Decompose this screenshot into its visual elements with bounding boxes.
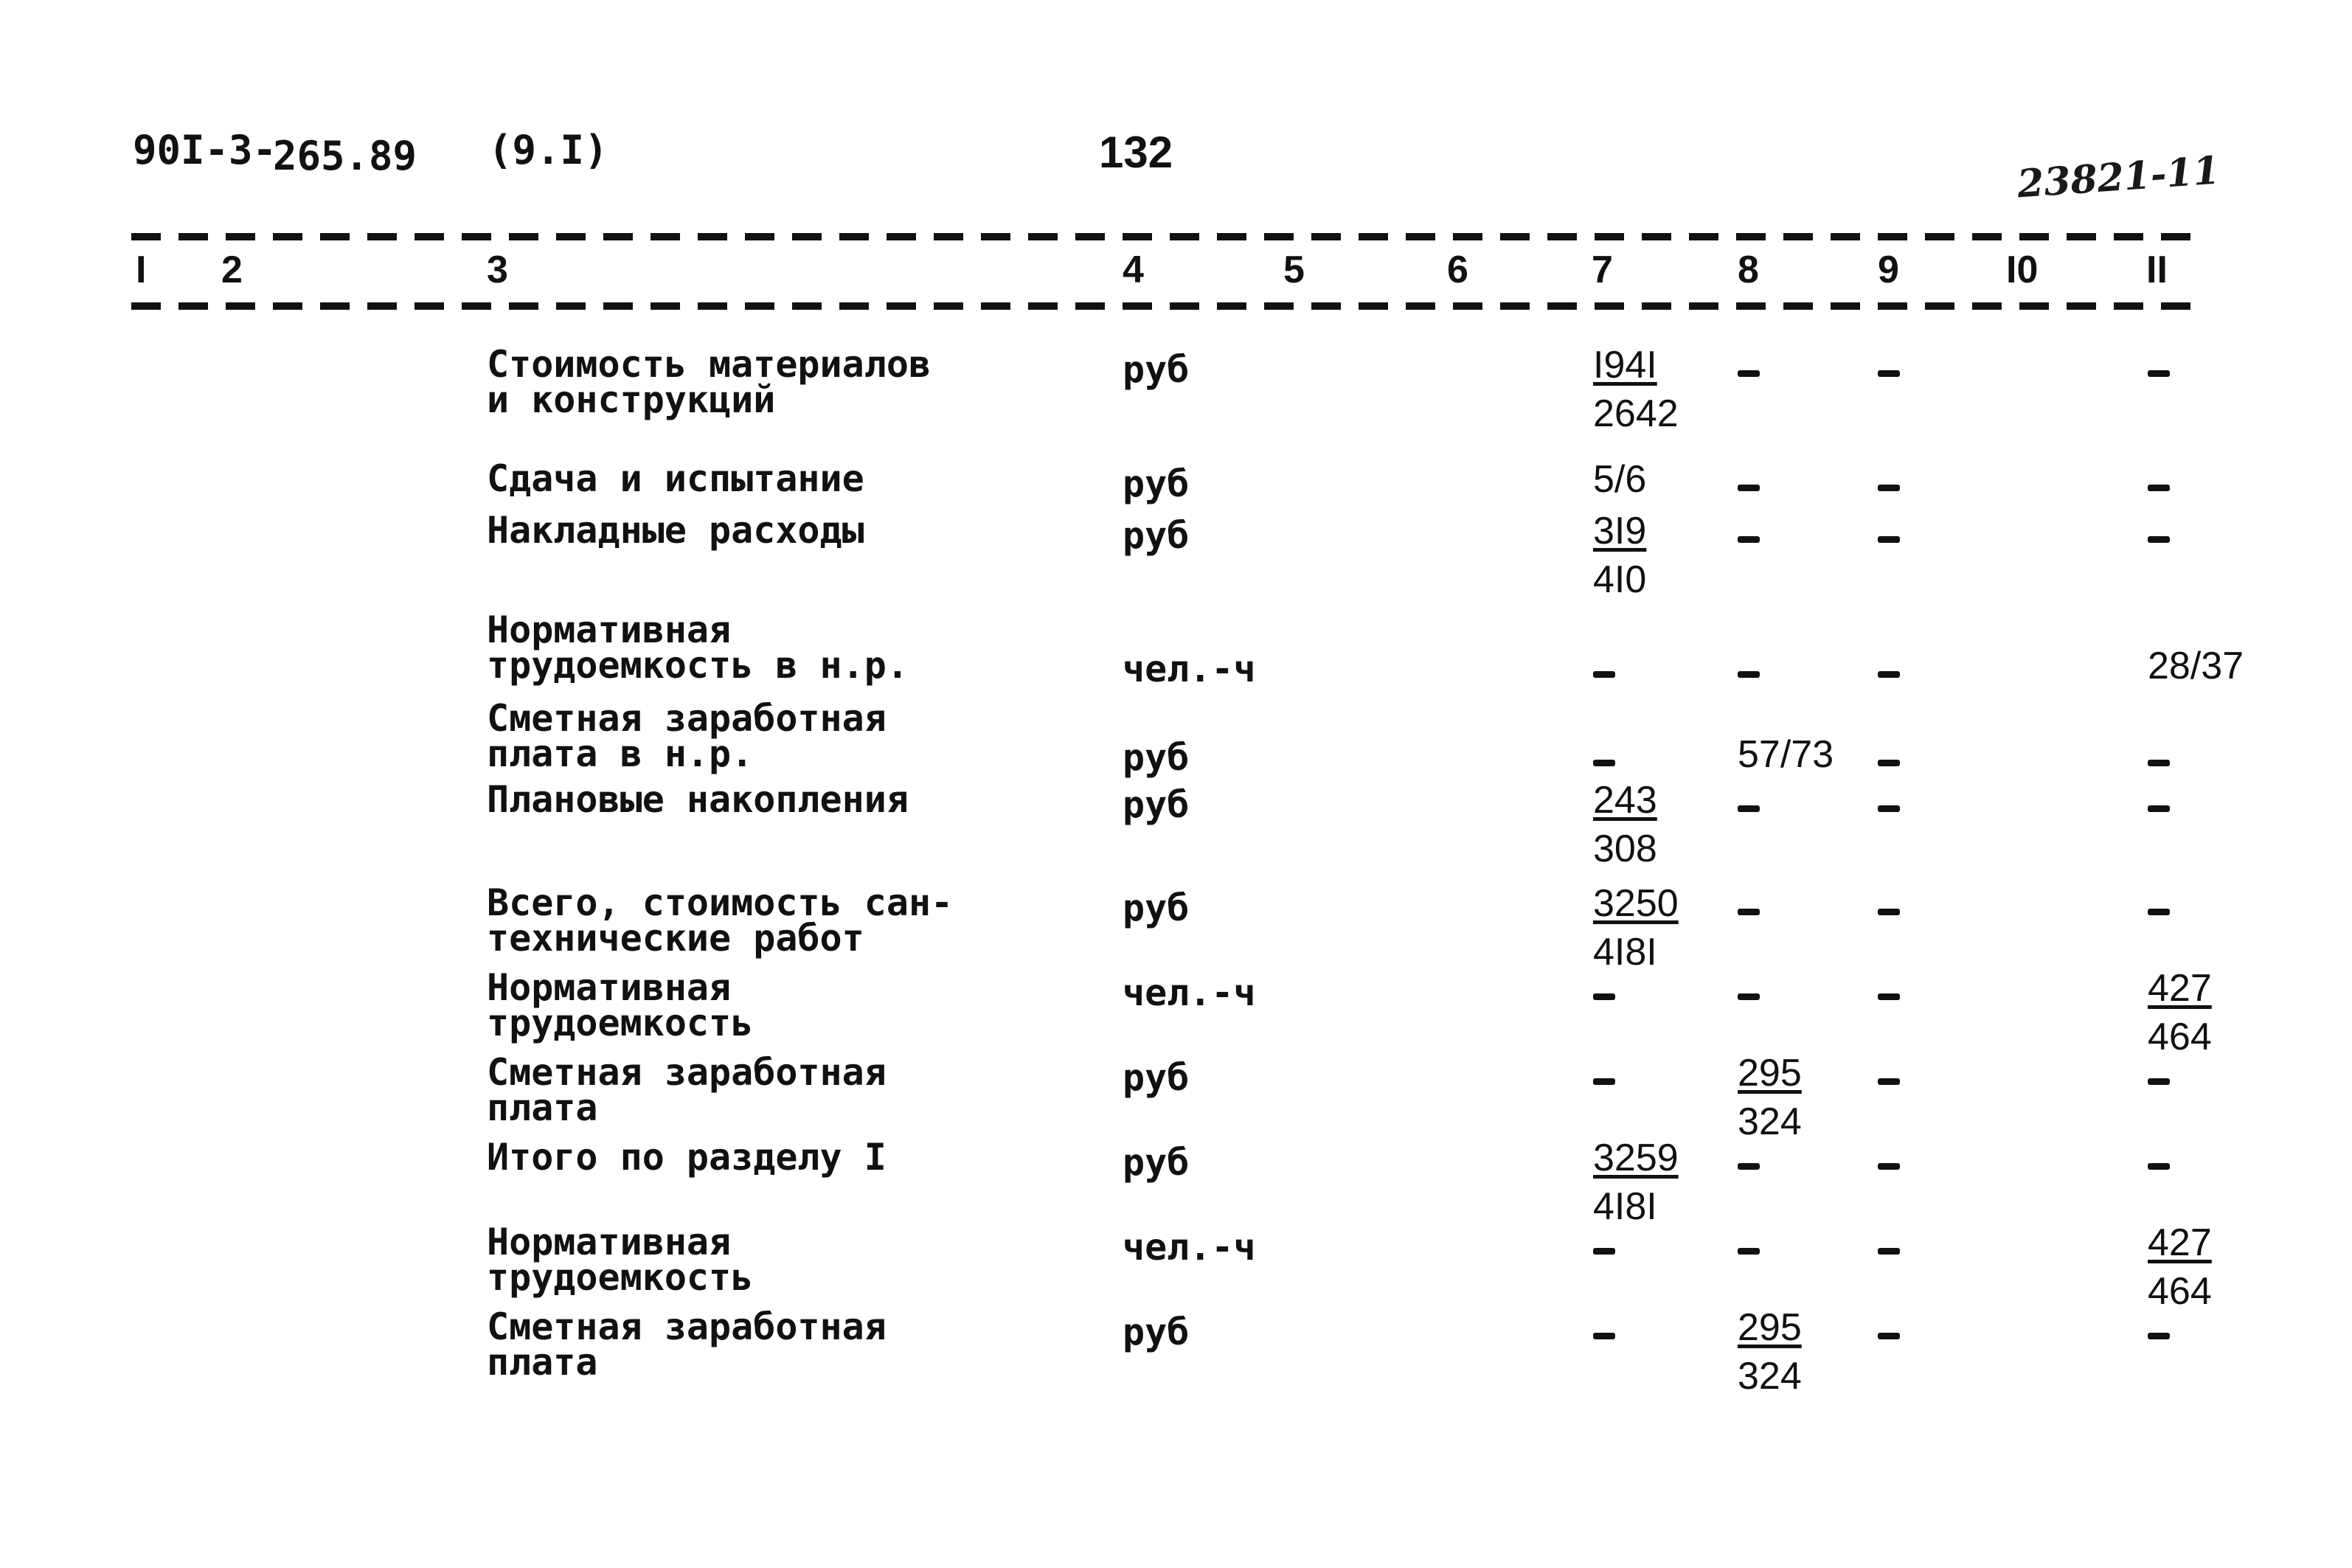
column-header-1: I bbox=[136, 249, 147, 291]
value-number: 57/73 bbox=[1738, 733, 1834, 776]
value-numerator: 243 bbox=[1593, 779, 1657, 822]
row-description: Итого по разделу I bbox=[487, 1136, 887, 1179]
header-rule-bottom bbox=[131, 302, 2204, 310]
row-unit: руб bbox=[1123, 348, 1190, 391]
row-unit: руб bbox=[1123, 783, 1190, 826]
header-rule-top bbox=[131, 233, 2204, 240]
dash-mark bbox=[1878, 909, 1900, 915]
value-number: 4I0 bbox=[1593, 558, 1647, 601]
dash-mark bbox=[1878, 1248, 1900, 1255]
value-number: 2642 bbox=[1593, 392, 1679, 435]
dash-mark bbox=[1878, 993, 1900, 1000]
dash-mark bbox=[1593, 1333, 1615, 1339]
row-unit: руб bbox=[1123, 514, 1190, 557]
value-cell-c7 bbox=[1593, 1134, 1679, 1231]
value-numerator: 427 bbox=[2148, 1221, 2212, 1264]
row-unit: руб bbox=[1123, 1141, 1190, 1184]
dash-mark bbox=[2148, 1078, 2170, 1085]
row-description: Сметная заработная плата bbox=[487, 1305, 887, 1384]
dash-mark bbox=[2148, 536, 2170, 543]
dash-mark bbox=[1738, 536, 1760, 543]
dash-mark bbox=[1738, 909, 1760, 915]
value-number: 464 bbox=[2148, 1270, 2212, 1313]
column-header-3: 3 bbox=[487, 249, 508, 291]
value-numerator: 3I9 bbox=[1593, 510, 1647, 552]
value-numerator: 295 bbox=[1738, 1306, 1802, 1349]
value-cell-c8 bbox=[1738, 1303, 1802, 1401]
value-cell-c7 bbox=[1593, 776, 1657, 873]
column-header-5: 5 bbox=[1283, 249, 1305, 291]
value-numerator: 3250 bbox=[1593, 882, 1679, 925]
value-number: 324 bbox=[1738, 1355, 1802, 1398]
value-cell-c8 bbox=[1738, 1049, 1802, 1146]
row-description: Нормативная трудоемкость в н.р. bbox=[487, 608, 909, 687]
page-number: 132 bbox=[1099, 128, 1173, 177]
row-unit: руб bbox=[1123, 1056, 1190, 1099]
dash-mark bbox=[2148, 1163, 2170, 1170]
dash-mark bbox=[1878, 1163, 1900, 1170]
dash-mark bbox=[2148, 760, 2170, 766]
dash-mark bbox=[1738, 671, 1760, 678]
value-number: 5/6 bbox=[1593, 458, 1647, 501]
row-unit: чел.-ч bbox=[1123, 648, 1256, 690]
value-number: 28/37 bbox=[2148, 645, 2244, 687]
document-code: 90I-3- bbox=[133, 127, 277, 173]
row-unit: руб bbox=[1123, 462, 1190, 505]
row-description: Накладные расходы bbox=[487, 509, 864, 552]
value-number: 4I8I bbox=[1593, 1185, 1657, 1228]
value-numerator: I94I bbox=[1593, 344, 1657, 386]
row-unit: руб bbox=[1123, 1311, 1190, 1353]
column-header-11: II bbox=[2146, 249, 2168, 291]
value-cell-c7 bbox=[1593, 879, 1679, 976]
column-header-8: 8 bbox=[1738, 249, 1759, 291]
value-numerator: 295 bbox=[1738, 1052, 1802, 1095]
dash-mark bbox=[1593, 1248, 1615, 1255]
dash-mark bbox=[1878, 805, 1900, 812]
dash-mark bbox=[1878, 671, 1900, 678]
row-description: Сметная заработная плата в н.р. bbox=[487, 697, 887, 775]
column-header-10: I0 bbox=[2006, 249, 2039, 291]
dash-mark bbox=[1738, 1248, 1760, 1255]
dash-mark bbox=[1738, 993, 1760, 1000]
value-cell-c11 bbox=[2148, 1218, 2212, 1316]
value-cell-c11 bbox=[2148, 964, 2212, 1061]
section-number: (9.I) bbox=[488, 127, 608, 173]
value-numerator: 427 bbox=[2148, 967, 2212, 1010]
dash-mark bbox=[1738, 1163, 1760, 1170]
document-code-suffix: 265.89 bbox=[273, 133, 417, 179]
dash-mark bbox=[1878, 485, 1900, 491]
column-header-2: 2 bbox=[221, 249, 243, 291]
dash-mark bbox=[2148, 909, 2170, 915]
value-number: 308 bbox=[1593, 828, 1657, 870]
value-cell-c7 bbox=[1593, 341, 1679, 438]
dash-mark bbox=[2148, 370, 2170, 377]
column-header-7: 7 bbox=[1592, 249, 1613, 291]
row-description: Всего, стоимость сан-технические работ bbox=[487, 881, 954, 960]
column-header-6: 6 bbox=[1447, 249, 1468, 291]
dash-mark bbox=[1878, 1078, 1900, 1085]
dash-mark bbox=[2148, 1333, 2170, 1339]
dash-mark bbox=[1738, 485, 1760, 491]
value-number: 324 bbox=[1738, 1100, 1802, 1143]
value-cell-c7 bbox=[1593, 455, 1646, 504]
row-description: Нормативная трудоемкость bbox=[487, 966, 754, 1044]
row-unit: руб bbox=[1123, 736, 1190, 779]
value-number: 4I8I bbox=[1593, 931, 1657, 974]
row-unit: чел.-ч bbox=[1123, 971, 1256, 1014]
row-description: Сдача и испытание bbox=[487, 457, 864, 500]
dash-mark bbox=[2148, 805, 2170, 812]
row-description: Сметная заработная плата bbox=[487, 1051, 887, 1129]
row-description: Стоимость материалов и конструкций bbox=[487, 343, 932, 421]
dash-mark bbox=[1593, 671, 1615, 678]
dash-mark bbox=[1738, 805, 1760, 812]
dash-mark bbox=[1878, 760, 1900, 766]
dash-mark bbox=[1593, 760, 1615, 766]
value-number: 464 bbox=[2148, 1016, 2212, 1058]
value-numerator: 3259 bbox=[1593, 1137, 1679, 1179]
handwritten-stamp: 23821-11 bbox=[2016, 148, 2221, 207]
column-header-9: 9 bbox=[1878, 249, 1899, 291]
dash-mark bbox=[1878, 536, 1900, 543]
value-cell-c7 bbox=[1593, 507, 1646, 604]
dash-mark bbox=[1593, 993, 1615, 1000]
row-unit: руб bbox=[1123, 887, 1190, 929]
value-cell-c11 bbox=[2148, 642, 2244, 690]
dash-mark bbox=[1738, 370, 1760, 377]
row-description: Нормативная трудоемкость bbox=[487, 1221, 754, 1299]
column-header-4: 4 bbox=[1123, 249, 1144, 291]
dash-mark bbox=[1878, 370, 1900, 377]
value-cell-c8 bbox=[1738, 730, 1834, 779]
row-description: Плановые накопления bbox=[487, 778, 909, 821]
dash-mark bbox=[1878, 1333, 1900, 1339]
row-unit: чел.-ч bbox=[1123, 1226, 1256, 1269]
dash-mark bbox=[1593, 1078, 1615, 1085]
dash-mark bbox=[2148, 485, 2170, 491]
